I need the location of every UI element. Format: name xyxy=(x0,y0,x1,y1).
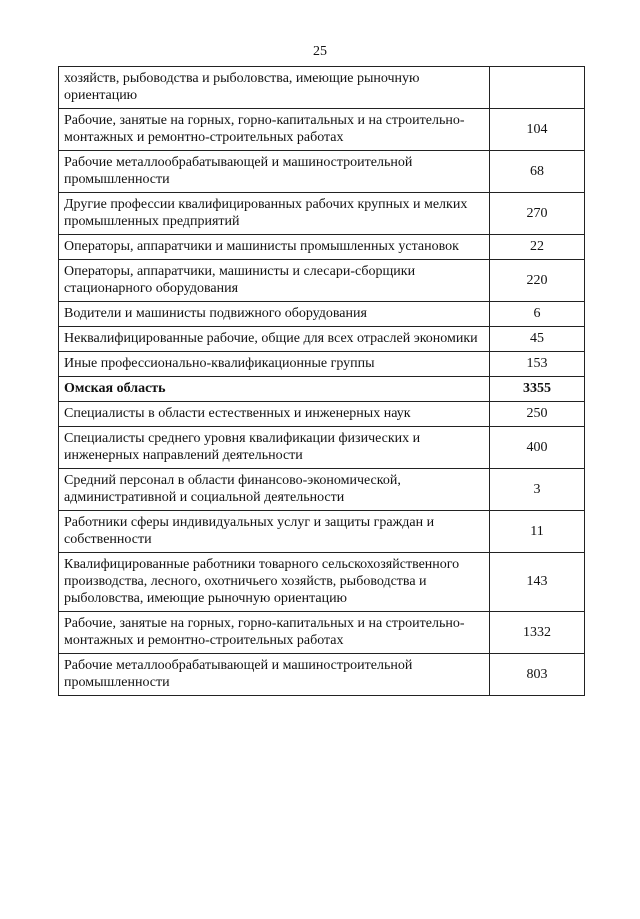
occupation-name-cell xyxy=(59,402,490,427)
table-row xyxy=(59,654,585,696)
occupation-value-cell: 153 xyxy=(490,352,585,377)
table-row xyxy=(59,377,585,402)
table-row xyxy=(59,260,585,302)
occupation-name-cell xyxy=(59,553,490,612)
occupation-name-cell xyxy=(59,377,490,402)
table-body xyxy=(59,67,585,696)
occupation-value-cell: 6 xyxy=(490,302,585,327)
occupation-value-cell: 68 xyxy=(490,151,585,193)
occupation-value-cell: 45 xyxy=(490,327,585,352)
occupation-name-cell xyxy=(59,654,490,696)
occupation-name: Рабочие, занятые на горных, горно-капитальных и на строительно-монтажных и ремонтно-строительных работах xyxy=(64,616,465,648)
occupation-name: Рабочие, занятые на горных, горно-капитальных и на строительно-монтажных и ремонтно-строительных работах xyxy=(64,113,465,145)
occupation-name: Средний персонал в области финансово-экономической, административной и социальной деятельности xyxy=(64,473,401,505)
occupation-value-cell: 1332 xyxy=(490,612,585,654)
table-row xyxy=(59,193,585,235)
occupation-value-cell: 220 xyxy=(490,260,585,302)
occupation-value-cell: 250 xyxy=(490,402,585,427)
occupation-value-cell xyxy=(490,67,585,109)
occupation-name: хозяйств, рыбоводства и рыболовства, имеющие рыночную ориентацию xyxy=(64,71,420,103)
page-number: 25 xyxy=(313,44,327,59)
occupation-table xyxy=(58,66,585,696)
occupation-value-cell: 400 xyxy=(490,427,585,469)
occupation-name-cell xyxy=(59,427,490,469)
occupation-name: Операторы, аппаратчики и машинисты промышленных установок xyxy=(64,239,459,254)
table-row xyxy=(59,151,585,193)
table-row xyxy=(59,109,585,151)
occupation-value-cell: 270 xyxy=(490,193,585,235)
occupation-name-cell xyxy=(59,352,490,377)
table-row xyxy=(59,511,585,553)
occupation-value-cell: 803 xyxy=(490,654,585,696)
occupation-name: Водители и машинисты подвижного оборудования xyxy=(64,306,367,321)
occupation-name: Операторы, аппаратчики, машинисты и слесари-сборщики стационарного оборудования xyxy=(64,264,416,296)
table-row xyxy=(59,553,585,612)
table-row xyxy=(59,612,585,654)
occupation-name: Специалисты в области естественных и инженерных наук xyxy=(64,406,411,421)
occupation-name: Квалифицированные работники товарного сельскохозяйственного производства, лесного, охотничьего хозяйств, рыбоводства и рыболовства, имеющие рыночную ориентацию xyxy=(64,557,460,606)
occupation-name-cell xyxy=(59,469,490,511)
occupation-value-cell: 22 xyxy=(490,235,585,260)
occupation-name-cell xyxy=(59,193,490,235)
occupation-name-cell xyxy=(59,612,490,654)
occupation-name: Рабочие металлообрабатывающей и машиностроительной промышленности xyxy=(64,155,413,187)
table-row xyxy=(59,402,585,427)
occupation-name-cell xyxy=(59,235,490,260)
occupation-name: Иные профессионально-квалификационные группы xyxy=(64,356,375,371)
occupation-name-cell xyxy=(59,151,490,193)
occupation-name-cell xyxy=(59,511,490,553)
table-row xyxy=(59,352,585,377)
occupation-name: Омская область xyxy=(64,381,166,396)
occupation-name: Неквалифицированные рабочие, общие для всех отраслей экономики xyxy=(64,331,478,346)
occupation-value-cell: 3355 xyxy=(490,377,585,402)
occupation-name: Рабочие металлообрабатывающей и машиностроительной промышленности xyxy=(64,658,413,690)
occupation-name-cell xyxy=(59,260,490,302)
table-row xyxy=(59,235,585,260)
occupation-name: Другие профессии квалифицированных рабочих крупных и мелких промышленных предприятий xyxy=(64,197,468,229)
occupation-value-cell: 3 xyxy=(490,469,585,511)
occupation-value-cell: 143 xyxy=(490,553,585,612)
occupation-name-cell xyxy=(59,109,490,151)
table-row xyxy=(59,427,585,469)
table-row xyxy=(59,469,585,511)
table-row xyxy=(59,302,585,327)
table-row xyxy=(59,67,585,109)
occupation-value-cell: 11 xyxy=(490,511,585,553)
occupation-name-cell xyxy=(59,327,490,352)
occupation-name-cell xyxy=(59,67,490,109)
occupation-name-cell xyxy=(59,302,490,327)
table-row xyxy=(59,327,585,352)
occupation-name: Работники сферы индивидуальных услуг и защиты граждан и собственности xyxy=(64,515,435,547)
occupation-name: Специалисты среднего уровня квалификации физических и инженерных направлений деятельности xyxy=(64,431,421,463)
occupation-value-cell: 104 xyxy=(490,109,585,151)
